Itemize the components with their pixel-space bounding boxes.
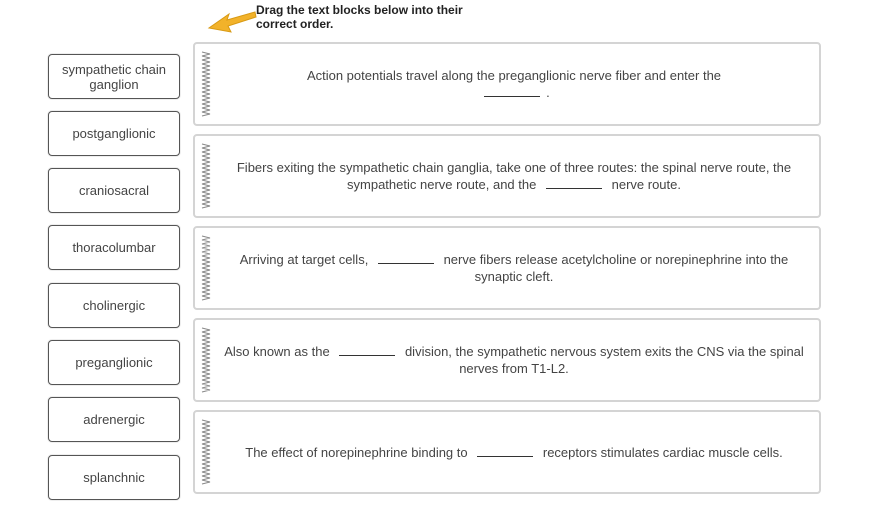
drop-blank[interactable] [546,178,602,189]
drop-blank[interactable] [484,86,540,97]
sentence-card[interactable] [193,42,821,126]
sentence-text-before: The effect of norepinephrine binding to [245,444,468,460]
word-bank-item[interactable]: postganglionic [48,111,180,156]
drop-blank[interactable] [477,446,533,457]
word-bank-item[interactable]: sympathetic chain ganglion [48,54,180,99]
sentence-text-after: receptors stimulates cardiac muscle cells. [542,444,783,460]
drag-handle-icon[interactable] [201,234,211,302]
card-body [217,228,811,308]
sentence-text-after: nerve fibers release acetylcholine or norepinephrine into the synaptic cleft. [443,252,789,284]
sentence-text-before: Action potentials travel along the preganglionic nerve fiber and enter the [306,68,722,83]
sentence-text-before: Also known as the [224,344,330,359]
card-sentence [217,251,811,285]
sentence-card[interactable] [193,410,821,494]
sentence-card[interactable] [193,318,821,402]
card-sentence [217,343,811,377]
card-sentence [217,159,811,193]
sentence-text-after: . [546,85,550,100]
drag-handle-icon[interactable] [201,50,211,118]
drag-handle-icon[interactable] [201,418,211,486]
card-sentence [301,67,727,101]
drop-blank[interactable] [378,253,434,264]
card-body [217,44,811,124]
word-bank-item[interactable]: cholinergic [48,283,180,328]
sentence-card[interactable] [193,134,821,218]
drag-handle-icon[interactable] [201,142,211,210]
sentence-text-after: nerve route. [611,177,681,192]
word-bank-item[interactable]: preganglionic [48,340,180,385]
instructions-text: Drag the text blocks below into their correct order. [256,3,463,31]
sentence-text-after: division, the sympathetic nervous system exits the CNS via the spinal nerves from T1-L2. [404,344,804,376]
card-body [217,412,811,492]
card-sentence [239,444,788,461]
card-body [217,320,811,400]
sentence-text-before: Arriving at target cells, [239,252,369,267]
card-body [217,136,811,216]
drag-handle-icon[interactable] [201,326,211,394]
sentence-card[interactable] [193,226,821,310]
arrow-pointer-icon [207,8,257,38]
sentence-text-before: Fibers exiting the sympathetic chain ganglia, take one of three routes: the spinal nerve route, the sympathetic nerve route, and the [236,160,792,192]
word-bank-item[interactable]: adrenergic [48,397,180,442]
word-bank-item[interactable]: craniosacral [48,168,180,213]
word-bank-item[interactable]: thoracolumbar [48,225,180,270]
drop-blank[interactable] [339,345,395,356]
word-bank-item[interactable]: splanchnic [48,455,180,500]
